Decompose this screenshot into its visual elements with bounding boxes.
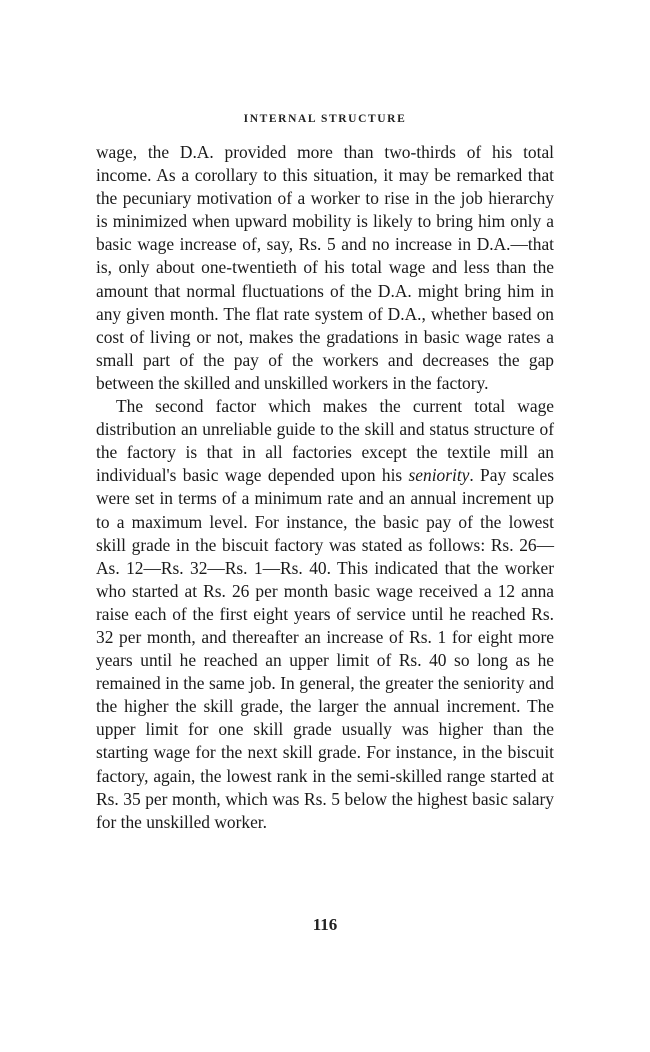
paragraph-2-text-start: The second factor which makes the current total wage distribution an unreliable guide to the skill and status structure of the factory is that in all factories except the textile mill an individual's basic wage depended upon his bbox=[96, 396, 554, 486]
paragraph-1-text: wage, the D.A. provided more than two-thirds of his total income. As a corollary to this situation, it may be remarked that the pecuniary motivation of a worker to rise in the job hierarchy is minimized when upward mobility is likely to bring him only a basic wage increase of, say, Rs. 5 and no increase in D.A.—that is, only about one-twentieth of his total wage and less than the amount that normal fluctuations of the D.A. might bring him in any given month. The flat rate system of D.A., whether based on cost of living or not, makes the gradations in basic wage rates a small part of the pay of the workers and decreases the gap between the skilled and unskilled workers in the factory. bbox=[96, 142, 554, 393]
paragraph-2 bbox=[96, 395, 554, 834]
paragraph-1 bbox=[96, 141, 554, 395]
page-number: 116 bbox=[312, 915, 338, 934]
body-text bbox=[96, 141, 554, 834]
running-head: INTERNAL STRUCTURE bbox=[243, 113, 407, 125]
paragraph-2-emphasis: seniority bbox=[408, 465, 470, 486]
paragraph-2-text-end: . Pay scales were set in terms of a minimum rate and an annual increment up to a maximum level. For instance, the basic pay of the lowest skill grade in the biscuit factory was stated as follows: Rs. 26—As. 12—Rs. 32—Rs. 1—Rs. 40. This indicated that the worker who started at Rs. 26 per month basic wage received a 12 anna raise each of the first eight years of service until he reached Rs. 32 per month, and thereafter an increase of Rs. 1 for eight more years until he reached an upper limit of Rs. 40 so long as he remained in the same job. In general, the greater the seniority and the higher the skill grade, the larger the annual increment. The upper limit for one skill grade usually was higher than the starting wage for the next skill grade. For instance, in the biscuit factory, again, the lowest rank in the semi-skilled range started at Rs. 35 per month, which was Rs. 5 below the highest basic salary for the unskilled worker. bbox=[96, 465, 554, 832]
